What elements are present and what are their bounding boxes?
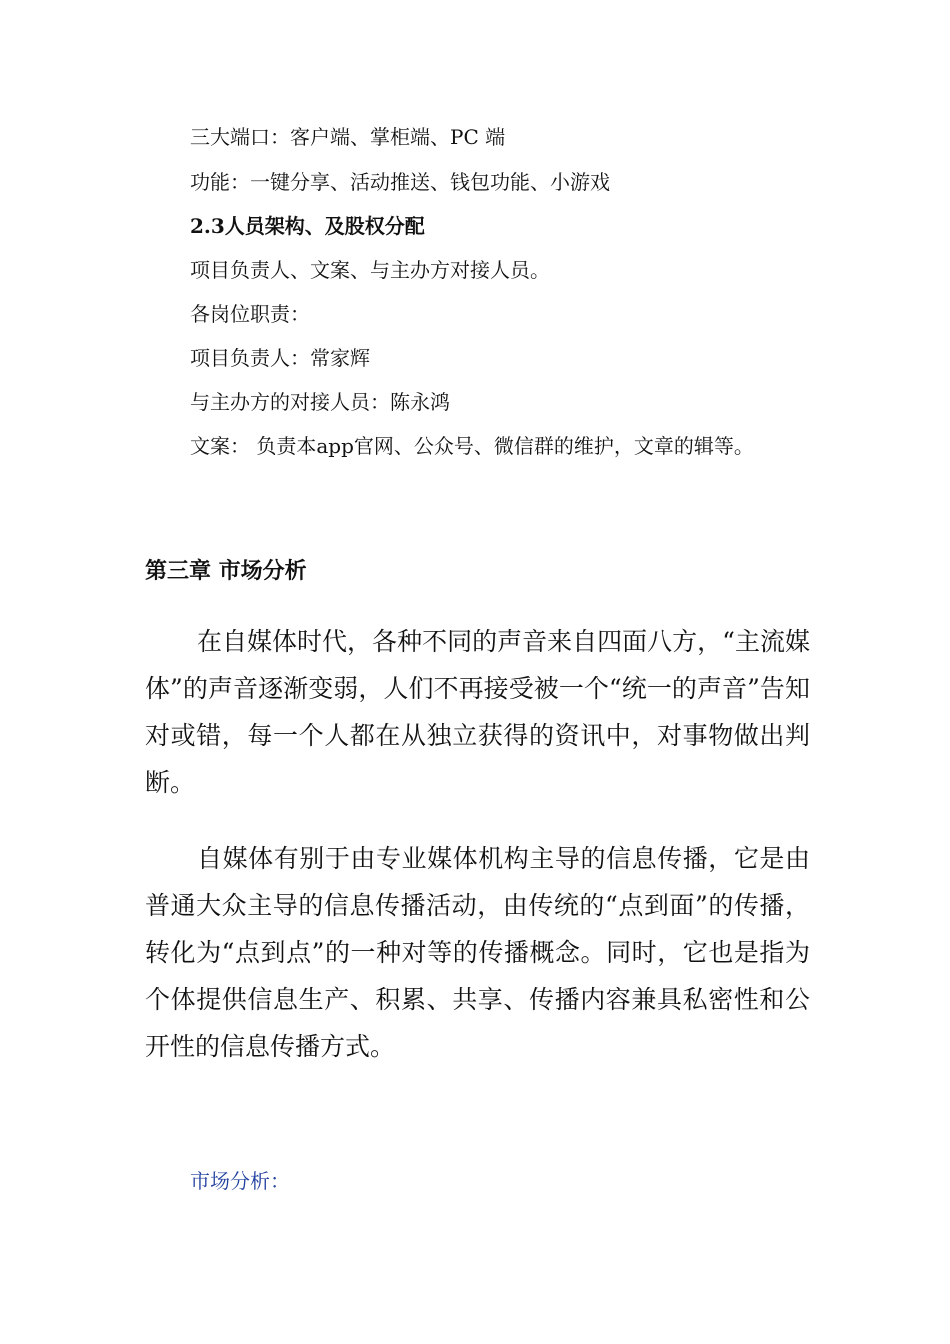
lead-line: 项目负责人：常家辉	[190, 346, 370, 370]
section-heading-2-3: 2.3人员架构、及股权分配	[190, 214, 425, 238]
ports-line: 三大端口：客户端、掌柜端、PC 端	[190, 125, 506, 149]
features-line: 功能：一键分享、活动推送、钱包功能、小游戏	[190, 170, 610, 194]
copywriter-line: 文案： 负责本app官网、公众号、微信群的维护，文章的辑等。	[190, 434, 754, 458]
roles-line: 项目负责人、文案、与主办方对接人员。	[190, 258, 550, 282]
chapter-title: 第三章 市场分析	[145, 559, 307, 584]
paragraph-1: 在自媒体时代，各种不同的声音来自四面八方，“主流媒体”的声音逐渐变弱，人们不再接受被一个“统一的声音”告知对或错，每一个人都在从独立获得的资讯中，对事物做出判断。	[145, 627, 810, 797]
duties-heading: 各岗位职责：	[190, 302, 310, 326]
paragraph-2: 自媒体有别于由专业媒体机构主导的信息传播，它是由普通大众主导的信息传播活动，由传统的“点到面”的传播，转化为“点到点”的一种对等的传播概念。同时，它也是指为个体提供信息生产、积累、共享、传播内容兼具私密性和公开性的信息传播方式。	[145, 844, 810, 1061]
liaison-line: 与主办方的对接人员：陈永鸿	[190, 390, 450, 414]
market-analysis-label: 市场分析：	[190, 1169, 290, 1193]
